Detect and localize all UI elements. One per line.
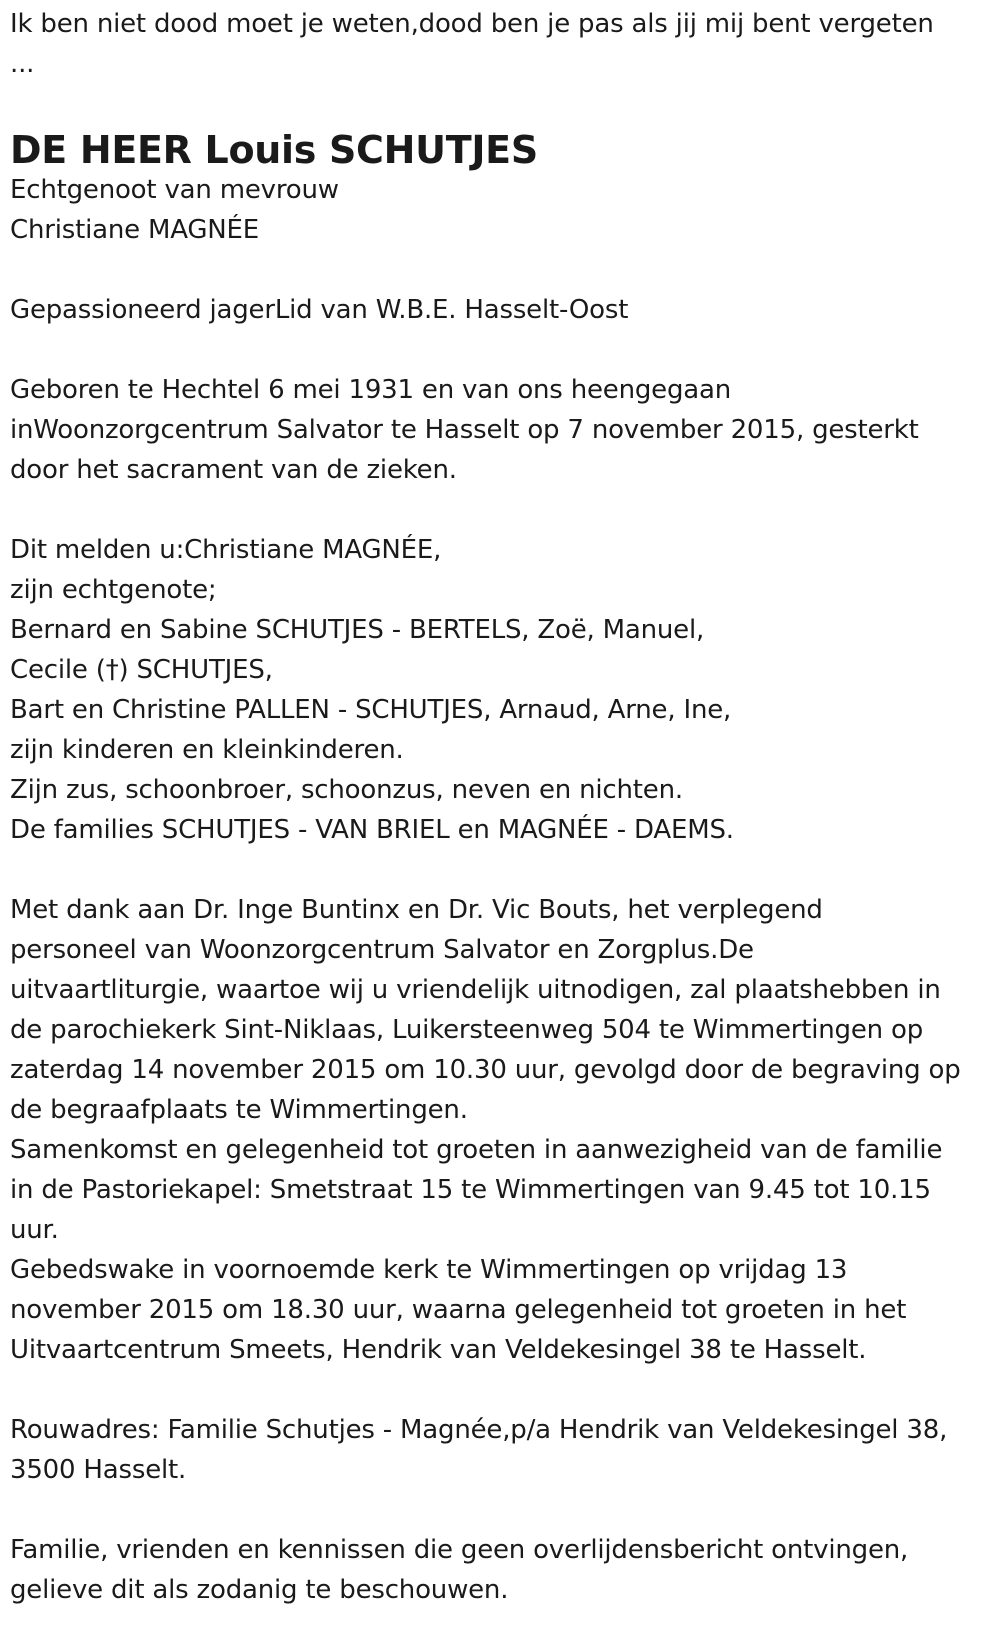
family-line: Zijn zus, schoonbroer, schoonzus, neven en nichten.	[10, 775, 683, 805]
birth-line-1: Geboren te Hechtel 6 mei 1931 en van ons heengegaan	[10, 375, 732, 405]
funeral-line: zaterdag 14 november 2015 om 10.30 uur, gevolgd door de begraving op	[10, 1055, 961, 1085]
funeral-line: Uitvaartcentrum Smeets, Hendrik van Veldekesingel 38 te Hasselt.	[10, 1335, 867, 1365]
address-line-1: Rouwadres: Familie Schutjes - Magnée,p/a Hendrik van Veldekesingel 38,	[10, 1415, 948, 1445]
closing-line-2: gelieve dit als zodanig te beschouwen.	[10, 1575, 509, 1605]
quote-line-2: ...	[10, 49, 35, 79]
obituary-notice	[10, 0, 995, 1610]
quote-line-1: Ik ben niet dood moet je weten,dood ben je pas als jij mij bent vergeten	[10, 9, 934, 39]
spacer	[10, 1490, 995, 1530]
spacer	[10, 330, 995, 370]
funeral-line: Samenkomst en gelegenheid tot groeten in aanwezigheid van de familie	[10, 1135, 943, 1165]
family-line: zijn echtgenote;	[10, 575, 217, 605]
family-line: zijn kinderen en kleinkinderen.	[10, 735, 404, 765]
address-line-2: 3500 Hasselt.	[10, 1455, 187, 1485]
family-line: Cecile (†) SCHUTJES,	[10, 655, 273, 685]
funeral-line: personeel van Woonzorgcentrum Salvator en Zorgplus.De	[10, 935, 754, 965]
family-line: Bart en Christine PALLEN - SCHUTJES, Arnaud, Arne, Ine,	[10, 695, 732, 725]
funeral-line: de begraafplaats te Wimmertingen.	[10, 1095, 468, 1125]
birth-line-2: inWoonzorgcentrum Salvator te Hasselt op 7 november 2015, gesterkt	[10, 415, 919, 445]
hobby-line: Gepassioneerd jagerLid van W.B.E. Hasselt-Oost	[10, 295, 629, 325]
birth-line-3: door het sacrament van de zieken.	[10, 455, 457, 485]
funeral-line: in de Pastoriekapel: Smetstraat 15 te Wimmertingen van 9.45 tot 10.15	[10, 1175, 931, 1205]
closing-line-1: Familie, vrienden en kennissen die geen overlijdensbericht ontvingen,	[10, 1535, 909, 1565]
funeral-line: uitvaartliturgie, waartoe wij u vriendelijk uitnodigen, zal plaatshebben in	[10, 975, 941, 1005]
spacer	[10, 850, 995, 890]
family-line: De families SCHUTJES - VAN BRIEL en MAGNÉE - DAEMS.	[10, 815, 734, 845]
funeral-line: Met dank aan Dr. Inge Buntinx en Dr. Vic Bouts, het verplegend	[10, 895, 823, 925]
funeral-line: november 2015 om 18.30 uur, waarna gelegenheid tot groeten in het	[10, 1295, 907, 1325]
family-line: Bernard en Sabine SCHUTJES - BERTELS, Zoë, Manuel,	[10, 615, 705, 645]
spouse-line-1: Echtgenoot van mevrouw	[10, 175, 339, 205]
spouse-line-2: Christiane MAGNÉE	[10, 215, 259, 245]
funeral-line: Gebedswake in voornoemde kerk te Wimmertingen op vrijdag 13	[10, 1255, 848, 1285]
family-line: Dit melden u:Christiane MAGNÉE,	[10, 535, 442, 565]
deceased-name-heading: DE HEER Louis SCHUTJES	[10, 128, 538, 172]
funeral-line: uur.	[10, 1215, 59, 1245]
spacer	[10, 1370, 995, 1410]
funeral-line: de parochiekerk Sint-Niklaas, Luikersteenweg 504 te Wimmertingen op	[10, 1015, 924, 1045]
spacer	[10, 490, 995, 530]
spacer	[10, 250, 995, 290]
